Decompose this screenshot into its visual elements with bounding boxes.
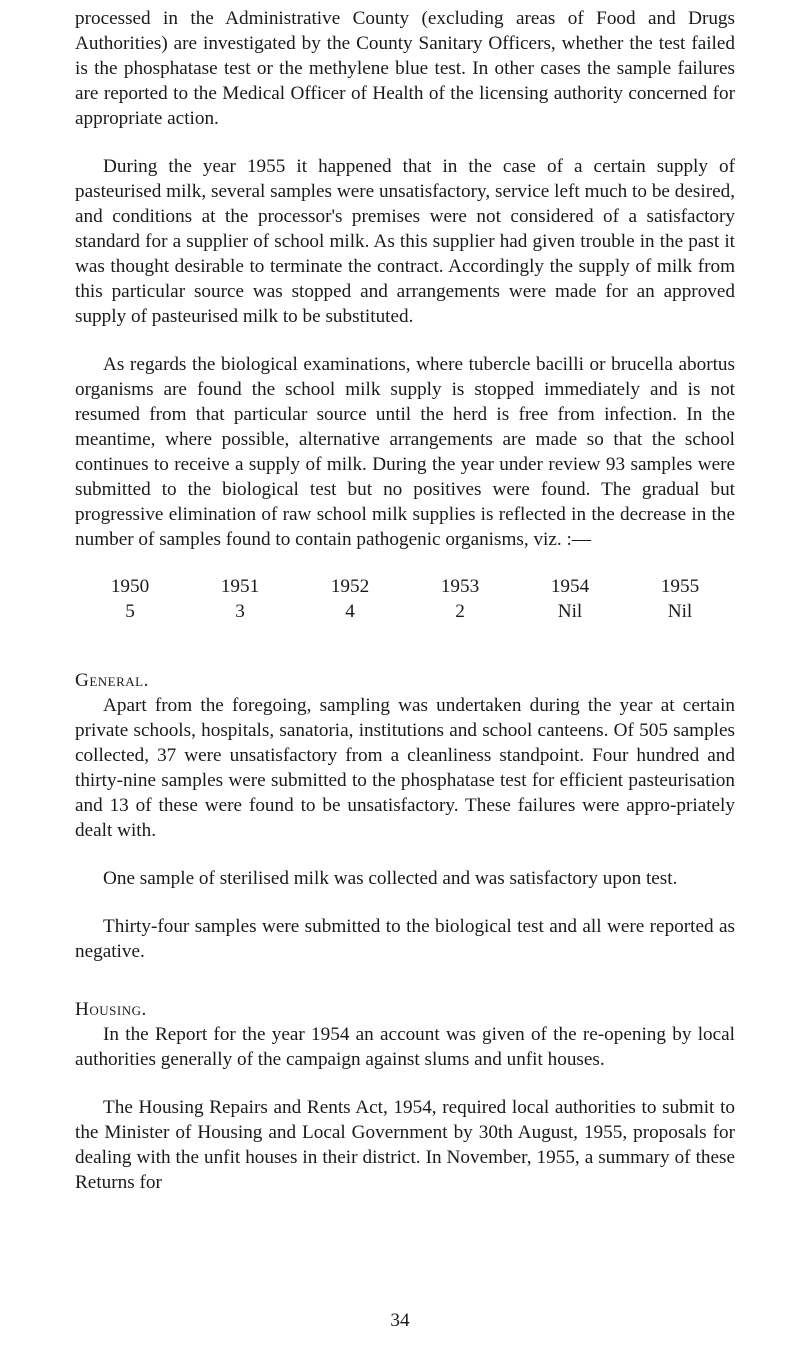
page-number: 34: [390, 1310, 410, 1331]
years-row: [75, 574, 735, 599]
count-cell: 2: [455, 601, 465, 622]
paragraph-housing-act: The Housing Repairs and Rents Act, 1954, required local authorities to submit to the Minister of Housing and Local Government by 30th August, 1955, proposals for dealing with the unfit houses in their district. In November, 1955, a summary of these Returns for: [75, 1097, 735, 1193]
year-cell: 1950: [110, 576, 150, 597]
year-cell: 1953: [440, 576, 480, 597]
year-cell: 1954: [550, 576, 590, 597]
paragraph-biological-examinations: As regards the biological examinations, where tubercle bacilli or brucella abortus organisms are found the school milk supply is stopped immediately and is not resumed from that particular source until the herd is free from infection. In the meantime, where possible, alternative arrangements are made so that the school continues to receive a supply of milk. During the year under review 93 samples were submitted to the biological test but no positives were found. The gradual but progressive elimination of raw school milk supplies is reflected in the decrease in the number of samples found to contain pathogenic organisms, viz. :—: [75, 354, 735, 550]
counts-row: [75, 599, 735, 624]
section-heading-general: General.: [75, 670, 149, 691]
paragraph-pasteurised-supply: During the year 1955 it happened that in the case of a certain supply of pasteurised milk, several samples were unsatisfactory, service left much to be desired, and conditions at the processor's premises were not considered of a satisfactory standard for a supplier of school milk. As this supplier had given trouble in the past it was thought desirable to terminate the contract. Accordingly the supply of milk from this particular source was stopped and arrangements were made for an approved supply of pasteurised milk to be substituted.: [75, 156, 735, 327]
paragraph-housing-report: In the Report for the year 1954 an account was given of the re-opening by local authorities generally of the campaign against slums and unfit houses.: [75, 1024, 735, 1070]
count-cell: Nil: [667, 601, 693, 622]
document-page: [75, 6, 735, 1195]
paragraph-sterilised-milk: One sample of sterilised milk was collected and was satisfactory upon test.: [103, 868, 678, 889]
count-cell: 3: [235, 601, 245, 622]
count-cell: 4: [345, 601, 355, 622]
paragraph-processing: processed in the Administrative County (excluding areas of Food and Drugs Authorities) are investigated by the County Sanitary Officers, whether the test failed is the phosphatase test or the methylene blue test. In other cases the sample failures are reported to the Medical Officer of Health of the licensing authority concerned for appropriate action.: [75, 8, 735, 129]
year-cell: 1955: [660, 576, 700, 597]
count-cell: Nil: [557, 601, 583, 622]
count-cell: 5: [125, 601, 135, 622]
year-cell: 1951: [220, 576, 260, 597]
year-cell: 1952: [330, 576, 370, 597]
pathogenic-samples-table: [75, 574, 735, 624]
paragraph-biological-test: Thirty-four samples were submitted to the biological test and all were reported as negative.: [75, 916, 735, 962]
paragraph-general-sampling: Apart from the foregoing, sampling was undertaken during the year at certain private schools, hospitals, sanatoria, institutions and school canteens. Of 505 samples collected, 37 were unsatisfactory from a cleanliness standpoint. Four hundred and thirty-nine samples were submitted to the phosphatase test for efficient pasteurisation and 13 of these were found to be unsatisfactory. These failures were appro-priately dealt with.: [75, 695, 735, 841]
section-heading-housing: Housing.: [75, 999, 147, 1020]
